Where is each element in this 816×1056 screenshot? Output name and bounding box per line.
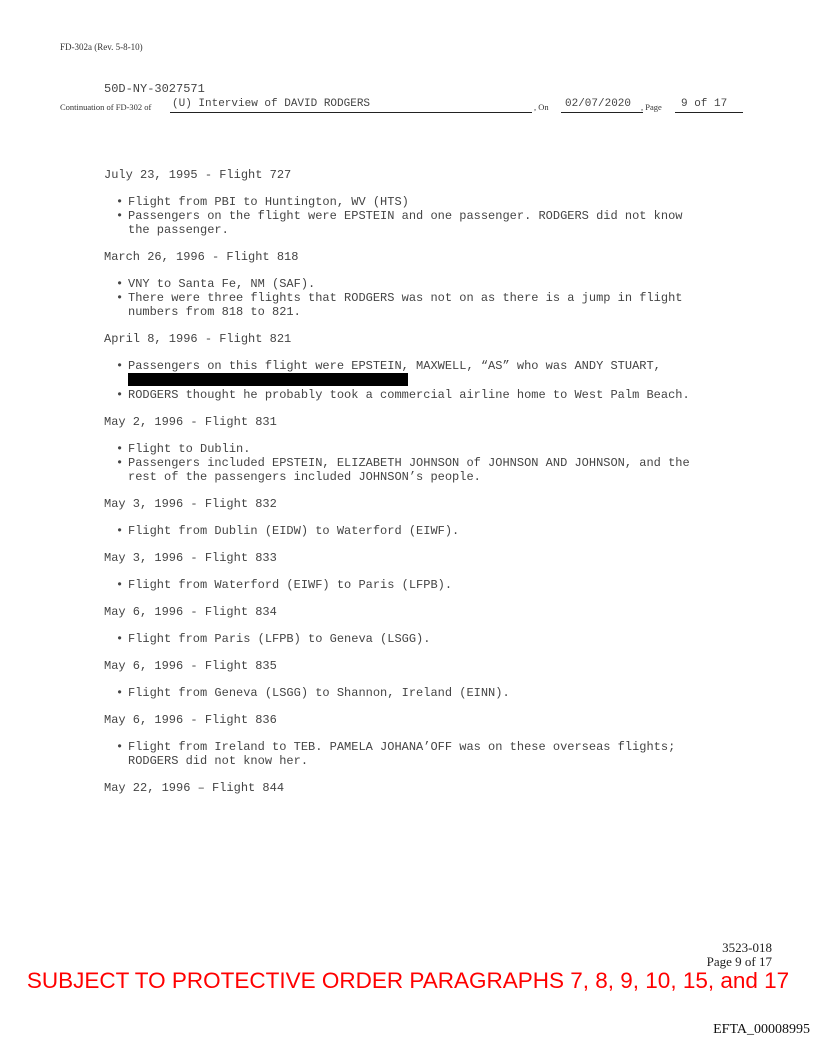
bates-page: Page 9 of 17 xyxy=(706,954,772,969)
bullet-item: • RODGERS thought he probably took a commercial airline home to West Palm Beach. xyxy=(104,388,704,402)
bullet-item: • There were three flights that RODGERS was not on as there is a jump in flight numbers from 818 to 821. xyxy=(104,291,704,319)
flight-heading: July 23, 1995 - Flight 727 xyxy=(104,168,292,182)
bullet-list xyxy=(104,359,704,402)
page-number: 9 of 17 xyxy=(675,98,743,113)
flight-heading: May 6, 1996 - Flight 836 xyxy=(104,713,277,727)
file-number: 50D-NY-3027571 xyxy=(104,82,205,96)
bullet-item xyxy=(104,359,704,388)
redaction-bar xyxy=(128,373,408,386)
bullet-item: • Passengers on the flight were EPSTEIN and one passenger. RODGERS did not know the passenger. xyxy=(104,209,704,237)
bullet-item: • Flight to Dublin. xyxy=(104,442,704,456)
bullet-item: • Flight from Waterford (EIWF) to Paris (LFPB). xyxy=(104,578,704,592)
interview-date: 02/07/2020 xyxy=(561,98,643,113)
interview-title: (U) Interview of DAVID RODGERS xyxy=(170,98,532,113)
efta-id: EFTA_00008995 xyxy=(713,1022,810,1037)
flight-heading: May 3, 1996 - Flight 833 xyxy=(104,551,277,565)
document-body xyxy=(104,166,704,797)
bullet-item: • Passengers included EPSTEIN, ELIZABETH JOHNSON of JOHNSON AND JOHNSON, and the rest of the passengers included JOHNSON’s people. xyxy=(104,456,704,484)
flight-heading: April 8, 1996 - Flight 821 xyxy=(104,332,292,346)
bates-code: 3523-018 xyxy=(722,940,772,955)
bullet-list xyxy=(104,578,704,592)
flight-heading: March 26, 1996 - Flight 818 xyxy=(104,250,299,264)
flight-heading: May 2, 1996 - Flight 831 xyxy=(104,415,277,429)
bullet-text: Passengers on this flight were EPSTEIN, MAXWELL, “AS” who was ANDY STUART, xyxy=(128,359,661,373)
on-label: , On xyxy=(534,102,549,112)
flight-heading: May 3, 1996 - Flight 832 xyxy=(104,497,277,511)
flight-heading: May 22, 1996 – Flight 844 xyxy=(104,781,285,795)
bullet-item: • Flight from PBI to Huntington, WV (HTS) xyxy=(104,195,704,209)
flight-heading: May 6, 1996 - Flight 834 xyxy=(104,605,277,619)
bullet-item: • VNY to Santa Fe, NM (SAF). xyxy=(104,277,704,291)
form-revision-label: FD-302a (Rev. 5-8-10) xyxy=(60,42,143,52)
bullet-list xyxy=(104,632,704,646)
flight-heading: May 6, 1996 - Flight 835 xyxy=(104,659,277,673)
bullet-item: • Flight from Geneva (LSGG) to Shannon, Ireland (EINN). xyxy=(104,686,704,700)
bullet-list xyxy=(104,277,704,319)
bullet-list xyxy=(104,442,704,484)
bullet-list xyxy=(104,524,704,538)
bates-footer xyxy=(707,941,772,969)
bullet-list xyxy=(104,195,704,237)
continuation-label: Continuation of FD-302 of xyxy=(60,102,152,112)
bullet-item: • Flight from Ireland to TEB. PAMELA JOHANA’OFF was on these overseas flights; RODGERS did not know her. xyxy=(104,740,704,768)
bullet-item: • Flight from Paris (LFPB) to Geneva (LSGG). xyxy=(104,632,704,646)
bullet-list xyxy=(104,686,704,700)
continuation-header xyxy=(60,98,728,116)
bullet-list xyxy=(104,740,704,768)
bullet-item: • Flight from Dublin (EIDW) to Waterford (EIWF). xyxy=(104,524,704,538)
page-label: , Page xyxy=(641,102,662,112)
protective-order-notice: SUBJECT TO PROTECTIVE ORDER PARAGRAPHS 7, 8, 9, 10, 15, and 17 xyxy=(26,968,790,993)
